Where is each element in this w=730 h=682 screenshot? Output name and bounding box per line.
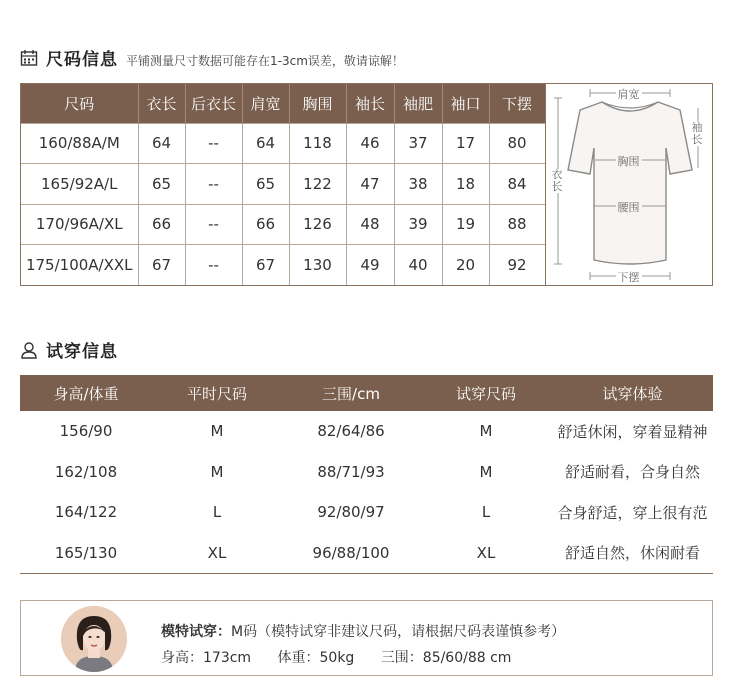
tryon-table-cell: M	[210, 462, 224, 481]
size-table-cell: 80	[489, 123, 545, 164]
model-tryon-label: 模特试穿：	[161, 624, 231, 640]
size-table-header-cell: 袖口	[442, 84, 489, 123]
ruler-table-icon	[20, 49, 38, 67]
shoulder-label: 肩宽	[617, 88, 640, 101]
size-table-row	[21, 204, 545, 245]
tryon-table-header-cell: 试穿尺码	[420, 375, 552, 411]
tryon-table-cell: L	[481, 503, 491, 522]
tryon-table-cell: 164/122	[54, 503, 118, 522]
tryon-table-cell: 舒适自然，休闲耐看	[564, 544, 700, 562]
size-table-cell: 170/96A/XL	[21, 204, 138, 245]
tryon-table-cell: M	[210, 422, 224, 441]
size-table-cell: --	[185, 123, 242, 164]
size-table-cell: 46	[346, 123, 394, 164]
size-table-cell: 37	[394, 123, 442, 164]
size-chart	[20, 83, 713, 286]
size-table-cell: 88	[489, 204, 545, 245]
tryon-table-cell: 合身舒适，穿上很有范	[557, 503, 708, 522]
tryon-section-title: 试穿信息	[46, 342, 118, 362]
size-table-cell: 122	[289, 164, 346, 205]
tryon-table-cell: 88/71/93	[317, 462, 385, 481]
size-section-note: 平铺测量尺寸数据可能存在1-3cm误差，敬请谅解！	[126, 54, 404, 68]
tryon-table-cell: 156/90	[59, 422, 113, 441]
tryon-table-cell: 96/88/100	[312, 543, 390, 562]
chest-label: 胸围	[617, 155, 640, 168]
size-table-cell: 47	[346, 164, 394, 205]
tryon-table-cell: 舒适耐看，合身自然	[564, 463, 700, 482]
tryon-table-cell: XL	[207, 543, 227, 562]
size-table-header-cell: 后衣长	[185, 84, 242, 123]
size-table-cell: 126	[289, 204, 346, 245]
size-table-cell: --	[185, 204, 242, 245]
size-table-cell: 38	[394, 164, 442, 205]
garment-diagram	[546, 84, 714, 285]
size-table-cell: 40	[394, 245, 442, 286]
size-table-cell: 49	[346, 245, 394, 286]
model-tryon-line	[161, 621, 565, 641]
size-table-header-cell: 尺码	[21, 84, 138, 123]
size-table-cell: 92	[489, 245, 545, 286]
model-weight: 体重：50kg	[277, 650, 355, 666]
tryon-table-cell: M	[479, 422, 493, 441]
tryon-table-cell: 165/130	[54, 543, 118, 562]
size-table-cell: 48	[346, 204, 394, 245]
size-table-cell: 165/92A/L	[21, 164, 138, 205]
size-table-header-cell: 袖长	[346, 84, 394, 123]
size-table-header-cell: 肩宽	[242, 84, 289, 123]
size-table-cell: 130	[289, 245, 346, 286]
size-table-row	[21, 123, 545, 164]
size-table-cell: 64	[242, 123, 289, 164]
model-height: 身高：173cm	[161, 650, 252, 666]
tryon-table-row	[20, 533, 713, 574]
tryon-table-cell: M	[479, 462, 493, 481]
sleeve-label: 袖长	[691, 121, 703, 146]
size-table-cell: 118	[289, 123, 346, 164]
size-table-header-cell: 衣长	[138, 84, 185, 123]
size-table-row	[21, 245, 545, 286]
size-table-cell: 66	[242, 204, 289, 245]
size-table-header-cell: 袖肥	[394, 84, 442, 123]
waist-label: 腰围	[617, 201, 640, 214]
size-table-cell: 39	[394, 204, 442, 245]
tryon-table-cell: 92/80/97	[317, 503, 385, 522]
size-table-cell: 67	[138, 245, 185, 286]
tryon-table-row	[20, 411, 713, 452]
tryon-table-header	[20, 375, 713, 411]
length-label: 衣长	[551, 168, 563, 193]
size-table-header	[21, 84, 545, 123]
size-table-cell: 175/100A/XXL	[21, 245, 138, 286]
tryon-table-row	[20, 452, 713, 493]
person-icon	[20, 341, 38, 359]
tryon-table-header-cell: 三围/cm	[282, 375, 420, 411]
size-table-row	[21, 164, 545, 205]
size-table-cell: 17	[442, 123, 489, 164]
size-table-cell: 160/88A/M	[21, 123, 138, 164]
tryon-table-cell: 82/64/86	[317, 422, 385, 441]
size-table-cell: 18	[442, 164, 489, 205]
tryon-table-cell: L	[212, 503, 222, 522]
size-table-header-cell: 下摆	[489, 84, 545, 123]
model-avatar	[61, 606, 127, 672]
size-table-cell: 65	[242, 164, 289, 205]
size-table-cell: 20	[442, 245, 489, 286]
tryon-table-row	[20, 492, 713, 533]
model-measurements: 三围：85/60/88 cm	[380, 650, 512, 666]
size-table-cell: 19	[442, 204, 489, 245]
tryon-table-cell: XL	[476, 543, 496, 562]
model-info-card	[20, 600, 713, 676]
size-table-cell: 84	[489, 164, 545, 205]
size-table-cell: 67	[242, 245, 289, 286]
tryon-table-header-cell: 身高/体重	[20, 375, 152, 411]
model-stats-line	[161, 647, 533, 667]
tryon-table-cell: 舒适休闲，穿着显精神	[557, 422, 708, 441]
tryon-section-header	[20, 337, 118, 362]
hem-label: 下摆	[617, 271, 640, 284]
model-tryon-text: M码（模特试穿非建议尺码，请根据尺码表谨慎参考）	[231, 624, 566, 640]
size-table-cell: 66	[138, 204, 185, 245]
size-table	[21, 84, 546, 285]
size-table-cell: 65	[138, 164, 185, 205]
tryon-table-header-cell: 试穿体验	[552, 375, 713, 411]
size-table-cell: --	[185, 245, 242, 286]
size-section-title: 尺码信息	[46, 50, 118, 70]
tryon-table-cell: 162/108	[54, 462, 118, 481]
size-section-header	[20, 45, 404, 70]
size-table-header-cell: 胸围	[289, 84, 346, 123]
size-table-cell: 64	[138, 123, 185, 164]
size-table-cell: --	[185, 164, 242, 205]
tshirt-diagram-icon	[546, 84, 714, 285]
tryon-table	[20, 375, 713, 574]
tryon-table-header-cell: 平时尺码	[152, 375, 282, 411]
